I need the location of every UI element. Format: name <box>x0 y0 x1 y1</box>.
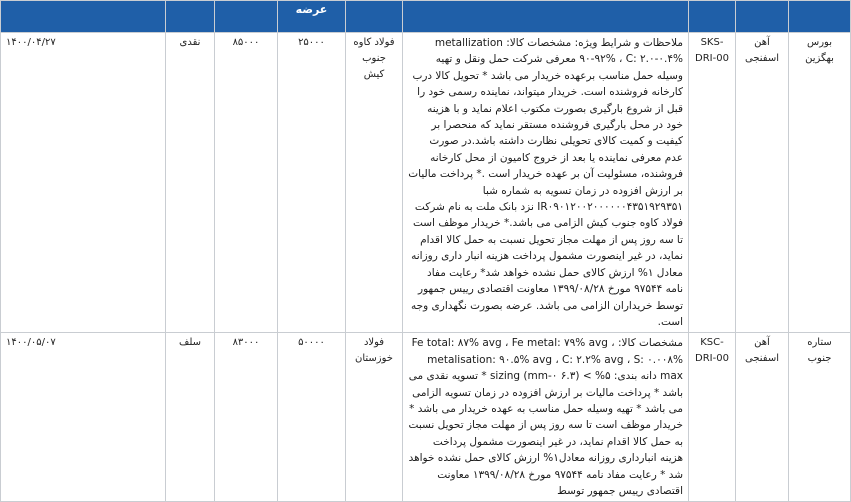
cell-date: ۱۴۰۰/۰۵/۰۷ <box>1 333 166 502</box>
header-cell <box>789 1 851 33</box>
header-cell <box>215 1 278 33</box>
header-cell <box>166 1 215 33</box>
cell-offer: ۵۰۰۰۰ <box>278 333 346 502</box>
cell-date: ۱۴۰۰/۰۴/۲۷ <box>1 33 166 333</box>
cell-supplier: فولاد خوزستان <box>346 333 403 502</box>
header-cell <box>403 1 689 33</box>
table-row <box>1 33 851 333</box>
cell-product: آهن اسفنجی <box>736 333 789 502</box>
cell-description: مشخصات کالا: Fe total: ۸۷% avg ، Fe metal: ۷۹% avg ، metalisation: ۹۰.۵% avg ، C: ۲.۲% avg ، S: ۰.۰۰۸% max دانه بندی: ۵% > (۶.۳ mm-۰) sizing * تسویه نقدی می باشد * پرداخت مالیات بر ارزش افزوده در زمان تسویه الزامی می باشد * تهیه وسیله حمل مناسب به عهده خریدار می باشد * خریدار موظف است تا سه روز پس از مهلت مجاز تحویل نسبت به حمل کالا اقدام نماید، در غیر اینصورت مشمول پرداخت هزینه انبارداری روزانه معادل۱% ارزش کالای حمل نشده خواهد شد * رعایت مفاد نامه ۹۷۵۴۴ مورخ ۱۳۹۹/۰۸/۲۸ معاونت اقتصادی رییس جمهور توسط <box>403 333 689 502</box>
cell-exchange: بورس بهگزین <box>789 33 851 333</box>
cell-description: ملاحظات و شرایط ویژه: مشخصات کالا: metallization ۹۰-۹۲% ، C: ۲.۰-۰.۴% معرفی شرکت حمل ونقل و تهیه وسیله حمل مناسب برعهده خریدار می باشد * تحویل کالا درب کارخانه فروشنده است. خریدار میتواند، نماینده رسمی خود را قبل از شروع بارگیری بصورت مکتوب اعلام نماید و با هزینه خود در محل بارگیری فروشنده مستقر نماید که منحصرا بر کیفیت و کمیت کالای تحویلی نظارت داشته باشد.در صورت عدم معرفی نماینده یا بعد از خروج کامیون از محل کارخانه فروشنده، مسئولیت آن بر عهده خریدار است .* پرداخت مالیات بر ارزش افزوده در زمان تسویه به شماره شبا IR۰۹۰۱۲۰۰۲۰۰۰۰۰۰۴۳۵۱۹۲۹۳۵۱ نزد بانک ملت به نام شرکت فولاد کاوه جنوب کیش الزامی می باشد.* خریدار موظف است تا سه روز پس از مهلت مجاز تحویل نسبت به حمل کالا اقدام نماید، در غیر اینصورت مشمول پرداخت هزینه انبار داری روزانه معادل ۱% ارزش کالای حمل نشده خواهد شد* رعایت مفاد نامه ۹۷۵۴۴ مورخ ۱۳۹۹/۰۸/۲۸ معاونت اقتصادی رییس جمهور توسط خریداران الزامی می باشد. عرضه بصورت نگهداری وجه است. <box>403 33 689 333</box>
cell-exchange: ستاره جنوب <box>789 333 851 502</box>
cell-type: نقدی <box>166 33 215 333</box>
cell-type: سلف <box>166 333 215 502</box>
header-cell <box>736 1 789 33</box>
table-header-row <box>1 1 851 33</box>
cell-code: KSC-DRI-00 <box>689 333 736 502</box>
header-cell <box>1 1 166 33</box>
header-offer: عرضه <box>278 1 346 33</box>
cell-price: ۸۳۰۰۰ <box>215 333 278 502</box>
header-cell <box>346 1 403 33</box>
header-cell <box>689 1 736 33</box>
cell-product: آهن اسفنجی <box>736 33 789 333</box>
cell-price: ۸۵۰۰۰ <box>215 33 278 333</box>
table-row <box>1 333 851 502</box>
cell-supplier: فولاد کاوه جنوب کیش <box>346 33 403 333</box>
cell-offer: ۲۵۰۰۰ <box>278 33 346 333</box>
cell-code: SKS-DRI-00 <box>689 33 736 333</box>
